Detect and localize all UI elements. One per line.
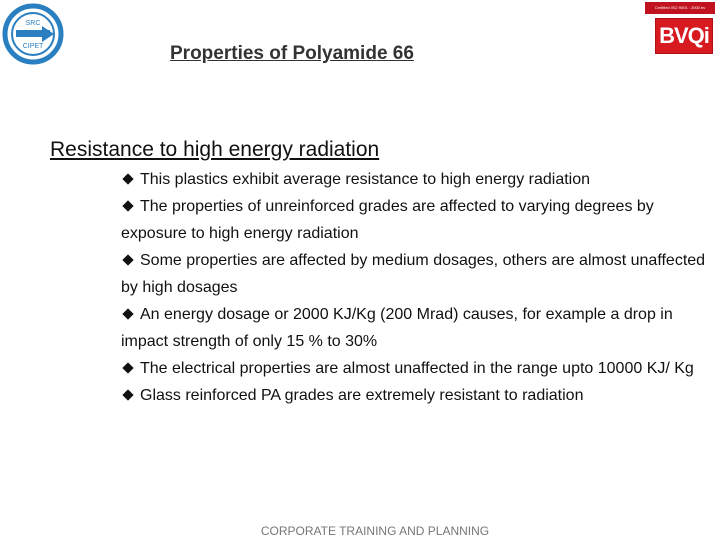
bullet-text: The electrical properties are almost unaffected in the range upto 10000 KJ/ Kg <box>140 360 694 377</box>
logo-text-bottom: CIPET <box>22 43 44 50</box>
diamond-bullet-icon <box>122 308 133 319</box>
certification-strip: Certified ISO 9001 : 2000 bv <box>645 2 715 14</box>
list-item <box>121 247 711 301</box>
bullet-text: The properties of unreinforced grades are affected to varying degrees by exposure to high energy radiation <box>121 198 654 242</box>
diamond-bullet-icon <box>122 200 133 211</box>
diamond-bullet-icon <box>122 389 133 400</box>
bvqi-logo <box>645 2 715 52</box>
bvqi-certification-logo-icon: BVQi <box>655 18 713 54</box>
list-item <box>121 382 711 409</box>
page-title: Properties of Polyamide 66 <box>170 43 414 64</box>
bullet-text: This plastics exhibit average resistance to high energy radiation <box>140 171 591 188</box>
bullet-list <box>121 166 711 409</box>
diamond-bullet-icon <box>122 254 133 265</box>
cipet-logo-icon <box>2 2 64 66</box>
list-item <box>121 301 711 355</box>
list-item <box>121 166 711 193</box>
diamond-bullet-icon <box>122 173 133 184</box>
list-item <box>121 193 711 247</box>
bullet-text: Glass reinforced PA grades are extremely resistant to radiation <box>140 387 584 404</box>
list-item <box>121 355 711 382</box>
diamond-bullet-icon <box>122 362 133 373</box>
section-heading: Resistance to high energy radiation <box>50 138 380 161</box>
logo-text-top: SRC <box>25 20 41 27</box>
footer-text: CORPORATE TRAINING AND PLANNING <box>260 524 490 538</box>
bullet-text: An energy dosage or 2000 KJ/Kg (200 Mrad) causes, for example a drop in impact strength of only 15 % to 30% <box>121 306 673 350</box>
cipet-logo <box>2 2 64 66</box>
bullet-text: Some properties are affected by medium dosages, others are almost unaffected by high dosages <box>121 252 706 296</box>
